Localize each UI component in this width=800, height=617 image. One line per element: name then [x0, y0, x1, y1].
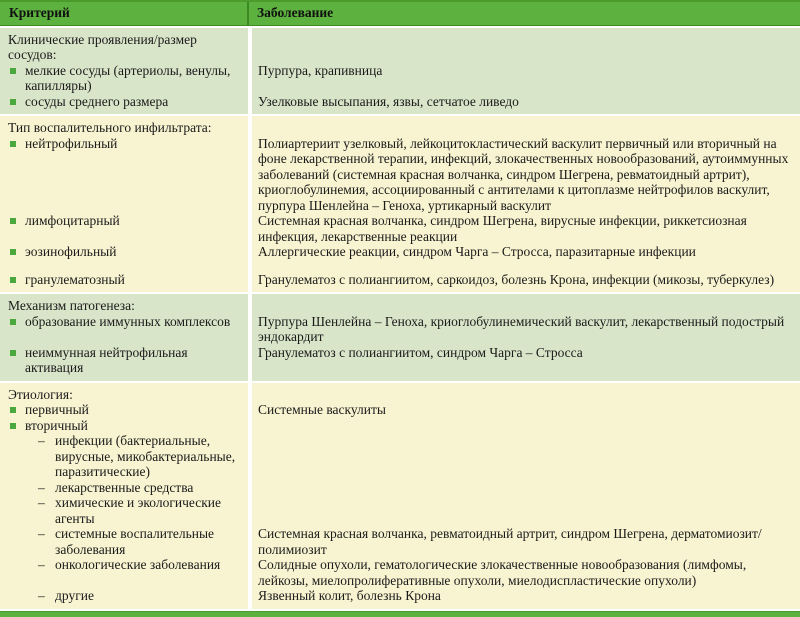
section-clinical-manifestations — [0, 28, 800, 115]
criterion-cell — [0, 495, 248, 526]
dash-marker: – — [38, 526, 45, 541]
disease-cell — [252, 433, 800, 480]
table-row — [0, 260, 800, 293]
disease-text: Системная красная волчанка, синдром Шегрена, вирусные инфекции, риккетсиозная инфекция, лекарственные реакции — [258, 213, 747, 244]
disease-cell — [252, 345, 800, 381]
disease-cell — [252, 136, 800, 214]
disease-text: Узелковые высыпания, язвы, сетчатое ливедо — [258, 93, 519, 109]
criterion-cell — [0, 244, 248, 260]
dash-marker: – — [38, 479, 45, 495]
table-row — [0, 418, 800, 434]
section-title: Этиология: — [8, 386, 73, 402]
header-criterion: Критерий — [9, 5, 70, 20]
disease-cell — [252, 557, 800, 588]
disease-text: Язвенный колит, болезнь Крона — [258, 588, 441, 603]
criterion-text: лимфоцитарный — [25, 213, 120, 228]
section-title: Тип воспалительного инфильтрата: — [8, 120, 212, 135]
disease-cell — [252, 244, 800, 260]
bullet-square-icon — [10, 249, 16, 255]
section-etiology — [0, 383, 800, 609]
section-pathogenesis — [0, 294, 800, 381]
criterion-text: эозинофильный — [25, 244, 117, 259]
table-row — [0, 345, 800, 381]
table-row — [0, 213, 800, 244]
disease-cell — [252, 63, 800, 94]
disease-cell — [252, 28, 800, 63]
bullet-square-icon — [10, 218, 16, 224]
disease-text: Системная красная волчанка, ревматоидный артрит, синдром Шегрена, дерматомиозит/полимиозит — [258, 526, 762, 557]
disease-cell — [252, 383, 800, 403]
table-row — [0, 495, 800, 526]
table-bottom-border — [0, 611, 800, 617]
criterion-text: нейтрофильный — [25, 135, 118, 151]
table-header — [0, 0, 800, 26]
disease-cell — [252, 294, 800, 314]
criterion-cell — [0, 433, 248, 480]
table-row — [0, 63, 800, 94]
section-infiltrate-type — [0, 116, 800, 292]
table-row — [0, 136, 800, 214]
table-row — [0, 94, 800, 115]
table-row — [0, 28, 800, 63]
criterion-cell — [0, 213, 248, 244]
criterion-cell — [0, 480, 248, 496]
dash-marker: – — [38, 557, 45, 572]
criterion-text: лекарственные средства — [55, 479, 194, 495]
table-row — [0, 557, 800, 588]
criterion-text: образование иммунных комплексов — [25, 313, 231, 329]
disease-cell — [252, 480, 800, 496]
disease-text: Полиартериит узелковый, лейкоцитокластический васкулит первичный или вторичный на фоне лекарственной терапии, инфекций, злокачественных новообразований, аутоиммунных заболеваний (системная красная волчанка, синдром Шегрена, ревматоидный артрит), криоглобулинемия, ассоциированный с антителами к цитоплазме нейтрофилов васкулит, пурпура Шенлейна – Геноха, уртикарный васкулит — [258, 135, 789, 213]
criterion-cell — [0, 588, 248, 609]
dash-marker: – — [38, 495, 45, 510]
disease-text: Аллергические реакции, синдром Чарга – Стросса, паразитарные инфекции — [258, 244, 696, 259]
disease-cell — [252, 418, 800, 434]
table-row — [0, 480, 800, 496]
criterion-text: инфекции (бактериальные, вирусные, микобактериальные, паразитические) — [55, 433, 236, 479]
bullet-square-icon — [10, 407, 16, 413]
bullet-square-icon — [10, 350, 16, 356]
criterion-cell — [0, 260, 248, 293]
disease-text: Солидные опухоли, гематологические злокачественные новообразования (лимфомы, лейкозы, миелопролиферативные опухоли, миелодиспластические опухоли) — [258, 557, 747, 588]
disease-cell — [252, 402, 800, 418]
criterion-cell — [0, 557, 248, 588]
criterion-cell — [0, 314, 248, 345]
criterion-text: первичный — [25, 402, 89, 417]
criterion-text: другие — [55, 588, 94, 603]
disease-text: Системные васкулиты — [258, 402, 386, 417]
table-row — [0, 314, 800, 345]
criterion-cell — [0, 63, 248, 94]
bullet-square-icon — [10, 141, 16, 147]
criterion-cell — [0, 345, 248, 381]
bullet-square-icon — [10, 277, 16, 283]
disease-text: Пурпура, крапивница — [258, 62, 383, 78]
disease-cell — [252, 588, 800, 609]
criterion-text: гранулематозный — [25, 271, 125, 287]
bullet-square-icon — [10, 99, 16, 105]
disease-text: Гранулематоз с полиангиитом, саркоидоз, болезнь Крона, инфекции (микозы, туберкулез) — [258, 271, 775, 287]
table-row — [0, 402, 800, 418]
table-row — [0, 588, 800, 609]
disease-cell — [252, 260, 800, 293]
criterion-cell — [0, 94, 248, 115]
criterion-text: неиммунная нейтрофильная активация — [25, 344, 188, 375]
criterion-text: онкологические заболевания — [55, 557, 221, 572]
header-column-divider — [247, 2, 249, 25]
bullet-square-icon — [10, 319, 16, 325]
criterion-text: химические и экологические агенты — [55, 495, 221, 526]
disease-text: Пурпура Шенлейна – Геноха, криоглобулинемический васкулит, лекарственный подострый эндокардит — [258, 313, 785, 344]
criterion-cell — [0, 526, 248, 557]
criterion-text: мелкие сосуды (артериолы, венулы, капилляры) — [25, 62, 231, 93]
criterion-text: вторичный — [25, 417, 88, 433]
disease-cell — [252, 526, 800, 557]
criterion-text: системные воспалительные заболевания — [55, 526, 215, 557]
section-title: Механизм патогенеза: — [8, 298, 135, 313]
criterion-text: сосуды среднего размера — [25, 93, 169, 109]
disease-cell — [252, 495, 800, 526]
table-row — [0, 116, 800, 136]
disease-cell — [252, 116, 800, 136]
disease-text: Гранулематоз с полиангиитом, синдром Чарга – Стросса — [258, 344, 583, 360]
criterion-cell — [0, 402, 248, 418]
disease-cell — [252, 94, 800, 115]
criterion-cell — [0, 418, 248, 434]
table-row — [0, 294, 800, 314]
table-row — [0, 526, 800, 557]
dash-marker: – — [38, 588, 45, 603]
header-disease: Заболевание — [257, 5, 334, 20]
table-row — [0, 244, 800, 260]
bullet-square-icon — [10, 423, 16, 429]
disease-cell — [252, 314, 800, 345]
disease-cell — [252, 213, 800, 244]
table-row — [0, 433, 800, 480]
section-title: Клинические проявления/размер сосудов: — [8, 31, 197, 62]
dash-marker: – — [38, 433, 45, 448]
bullet-square-icon — [10, 68, 16, 74]
criterion-cell — [0, 136, 248, 214]
table-row — [0, 383, 800, 403]
